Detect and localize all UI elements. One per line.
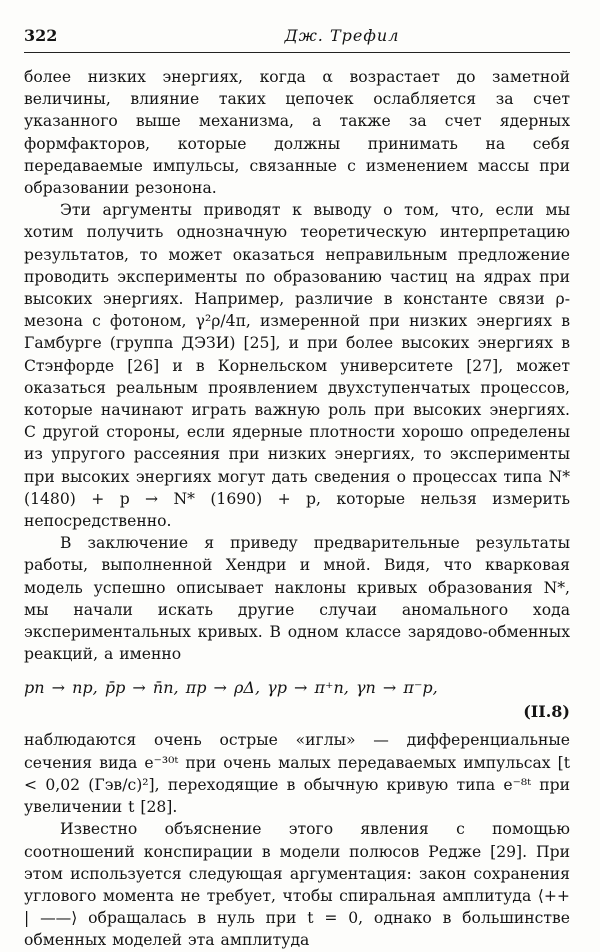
reaction-formula [24, 677, 570, 723]
page-body [24, 66, 570, 952]
page-header [24, 26, 570, 48]
paragraph: В заключение я приведу предварительные результаты работы, выполненной Хендри и мной. Видя, что кварковая модель успешно описывает наклоны кривых образования N*, мы начали искать другие случаи аномального хода экспериментальных кривых. В одном классе зарядово-обменных реакций, а именно [24, 534, 570, 664]
page-number: 322 [24, 26, 58, 45]
formula-reactions: pn → np, p̄p → n̄n, πp → ρΔ, γp → π⁺n, γn → π⁻p, [24, 678, 438, 698]
header-rule [24, 52, 570, 53]
paragraph: Известно объяснение этого явления с помощью соотношений конспирации в модели полюсов Редже [29]. При этом используется следующая аргументация: закон сохранения углового момента не требует, чтобы спиральная амплитуда ⟨++ | ——⟩ обращалась в нуль при t = 0, однако в большинстве обменных моделей эта амплитуда [24, 820, 570, 950]
formula-number: (II.8) [523, 702, 570, 722]
paragraph: Эти аргументы приводят к выводу о том, что, если мы хотим получить однозначную теоретическую интерпретацию результатов, то может оказаться неправильным предложение проводить эксперименты по образованию частиц на ядрах при высоких энергиях. Например, различие в константе связи ρ-мезона с фотоном, γ²ρ/4π, измеренной при низких энергиях в Гамбурге (группа ДЭЗИ) [25], и при более высоких энергиях в Стэнфорде [26] и в Корнельском университете [27], может оказаться реальным проявлением двухступенчатых процессов, которые начинают играть важную роль при высоких энергиях. С другой стороны, если ядерные плотности хорошо определены из упругого рассеяния при низких энергиях, то эксперименты при высоких энергиях могут дать сведения о процессах типа N* (1480) + p → N* (1690) + p, которые нельзя измерить непосредственно. [24, 201, 570, 531]
paragraph-continued: более низких энергиях, когда α возрастает до заметной величины, влияние таких цепочек ослабляется за счет указанного выше механизма, а также за счет ядерных формфакторов, которые должны принимать на себя передаваемые импульсы, связанные с изменением массы при образовании резонона. [24, 68, 570, 198]
paragraph: наблюдаются очень острые «иглы» — дифференциальные сечения вида e⁻³⁰ᵗ при очень малых передаваемых импульсах [t < 0,02 (Гэв/c)²], переходящие в обычную кривую типа e⁻⁸ᵗ при увеличении t [28]. [24, 731, 570, 817]
running-head: Дж. Трефил [284, 26, 400, 45]
